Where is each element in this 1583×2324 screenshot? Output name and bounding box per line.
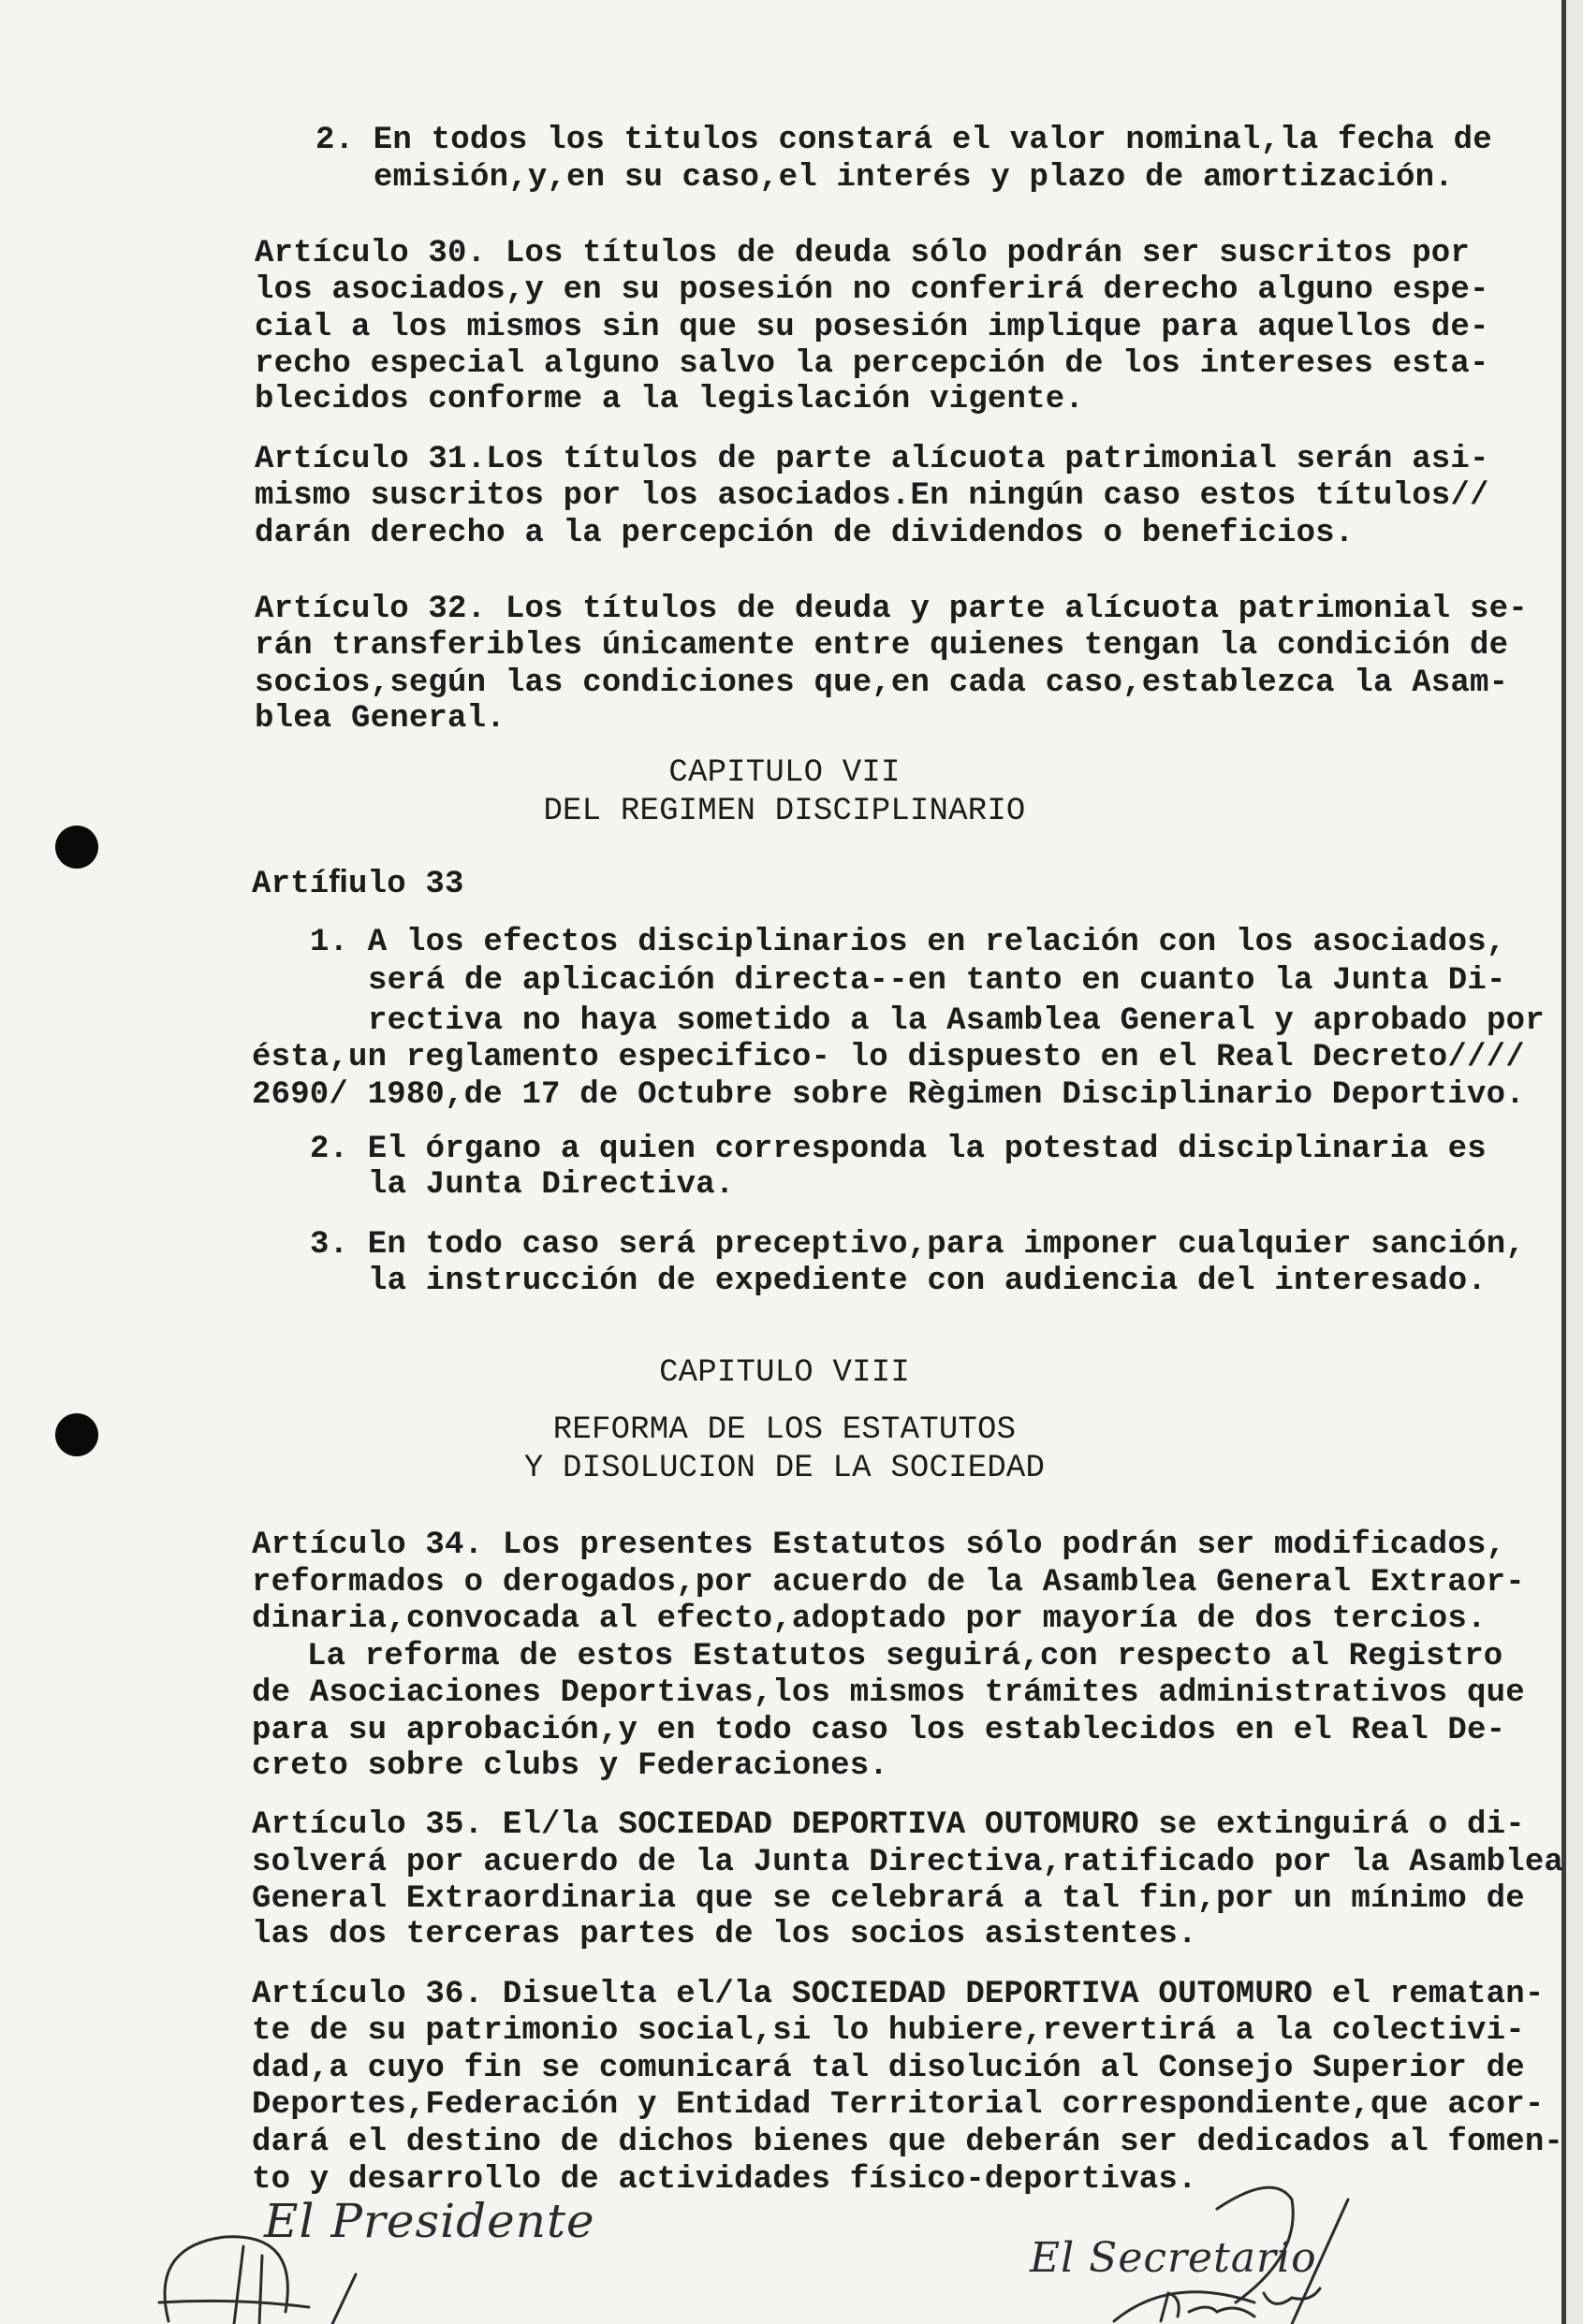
- text-line: solverá por acuerdo de la Junta Directiva,ratificado por la Asamblea: [252, 1845, 1564, 1880]
- president-signature-label: El Presidente: [264, 2194, 595, 2248]
- text-line: blea General.: [255, 701, 506, 737]
- president-signature-flourish: [159, 2237, 356, 2324]
- text-line: ésta,un reglamento especifico- lo dispuesto en el Real Decreto////: [252, 1040, 1525, 1075]
- text-line: creto sobre clubs y Federaciones.: [252, 1748, 888, 1784]
- text-line: Artículo 35. El/la SOCIEDAD DEPORTIVA OUTOMURO se extinguirá o di-: [252, 1807, 1525, 1843]
- punch-hole: [55, 826, 98, 869]
- text-line: General Extraordinaria que se celebrará a tal fin,por un mínimo de: [252, 1881, 1525, 1917]
- page-margin: [1566, 0, 1583, 2324]
- text-line: blecidos conforme a la legislación vigente.: [255, 382, 1084, 417]
- text-line: emisión,y,en su caso,el interés y plazo de amortización.: [374, 160, 1454, 196]
- article-heading: Artíﬁulo 33: [252, 867, 464, 902]
- text-line: para su aprobación,y en todo caso los establecidos en el Real De-: [252, 1713, 1506, 1748]
- text-line: Artículo 36. Disuelta el/la SOCIEDAD DEPORTIVA OUTOMURO el rematan-: [252, 1977, 1545, 2012]
- text-line: 1. A los efectos disciplinarios en relación con los asociados,: [310, 925, 1506, 960]
- text-line: 3. En todo caso será preceptivo,para imponer cualquier sanción,: [310, 1227, 1526, 1263]
- text-line: la instrucción de expediente con audiencia del interesado.: [368, 1264, 1487, 1299]
- text-line: 2690/ 1980,de 17 de Octubre sobre Règimen Disciplinario Deportivo.: [252, 1077, 1525, 1113]
- signatures: [0, 2181, 1583, 2324]
- text-line: 2. El órgano a quien corresponda la potestad disciplinaria es: [310, 1132, 1487, 1167]
- text-line: La reforma de estos Estatutos seguirá,con respecto al Registro: [307, 1639, 1503, 1674]
- text-line: 2. En todos los titulos constará el valor nominal,la fecha de: [315, 123, 1492, 158]
- chapter-7-title: CAPITULO VII: [668, 755, 901, 791]
- text-line: dinaria,convocada al efecto,adoptado por mayoría de dos tercios.: [252, 1601, 1487, 1637]
- text-line: Artículo 34. Los presentes Estatutos sólo podrán ser modificados,: [252, 1527, 1506, 1563]
- text-line: rán transferibles únicamente entre quienes tengan la condición de: [255, 628, 1509, 664]
- punch-hole: [55, 1413, 98, 1456]
- text-line: dará el destino de dichos bienes que deberán ser dedicados al fomen-: [252, 2125, 1564, 2160]
- text-line: darán derecho a la percepción de dividendos o beneficios.: [255, 516, 1355, 551]
- text-line: será de aplicación directa--en tanto en cuanto la Junta Di-: [368, 963, 1506, 999]
- chapter-8-subtitle: REFORMA DE LOS ESTATUTOS: [552, 1412, 1017, 1448]
- secretary-signature-label: El Secretario: [1030, 2234, 1317, 2282]
- text-line: de Asociaciones Deportivas,los mismos trámites administrativos que: [252, 1675, 1525, 1711]
- text-line: dad,a cuyo fin se comunicará tal disolución al Consejo Superior de: [252, 2051, 1525, 2086]
- text-line: te de su patrimonio social,si lo hubiere,revertirá a la colectivi-: [252, 2013, 1525, 2049]
- text-line: Deportes,Federación y Entidad Territorial correspondiente,que acor-: [252, 2087, 1545, 2123]
- text-line: los asociados,y en su posesión no conferirá derecho alguno espe-: [255, 272, 1489, 308]
- chapter-7-subtitle: DEL REGIMEN DISCIPLINARIO: [543, 794, 1026, 829]
- text-line: Artículo 31.Los títulos de parte alícuota patrimonial serán asi-: [255, 442, 1489, 477]
- text-line: socios,según las condiciones que,en cada caso,establezca la Asam-: [255, 665, 1509, 701]
- chapter-8-title: CAPITULO VIII: [659, 1355, 910, 1391]
- text-line: rectiva no haya sometido a la Asamblea General y aprobado por: [368, 1003, 1545, 1039]
- text-line: to y desarrollo de actividades físico-deportivas.: [252, 2162, 1197, 2198]
- text-line: la Junta Directiva.: [368, 1167, 735, 1203]
- text-line: recho especial alguno salvo la percepción de los intereses esta-: [255, 346, 1489, 382]
- text-line: reformados o derogados,por acuerdo de la Asamblea General Extraor-: [252, 1565, 1525, 1600]
- chapter-8-subtitle: Y DISOLUCION DE LA SOCIEDAD: [523, 1451, 1046, 1486]
- text-line: Artículo 32. Los títulos de deuda y parte alícuota patrimonial se-: [255, 592, 1528, 627]
- text-line: mismo suscritos por los asociados.En ningún caso estos títulos//: [255, 478, 1489, 514]
- text-line: las dos terceras partes de los socios asistentes.: [252, 1917, 1197, 1952]
- text-line: cial a los mismos sin que su posesión implique para aquellos de-: [255, 310, 1489, 345]
- text-line: Artículo 30. Los títulos de deuda sólo podrán ser suscritos por: [255, 236, 1471, 271]
